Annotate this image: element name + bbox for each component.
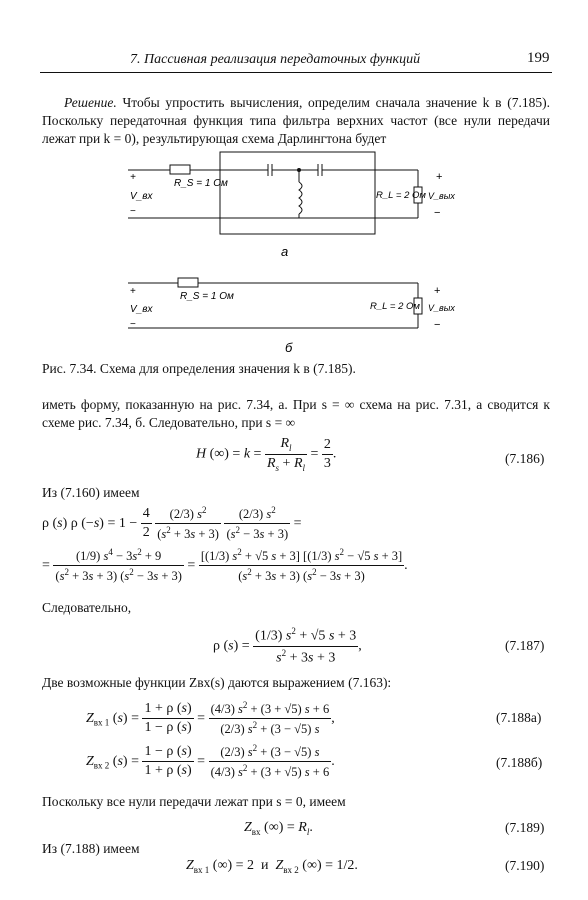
vin-minus-b: − <box>130 319 136 330</box>
equation-number-7-190: (7.190) <box>505 858 545 873</box>
circuit-diagrams <box>118 148 458 360</box>
vin-plus-a: + <box>130 172 136 183</box>
equation-7-190: $Z_{вх 1}$ (∞) = 2 и $Z_{вх 2}$ (∞) = 1/2. <box>186 858 358 875</box>
from-7-160: Из (7.160) имеем <box>42 485 140 500</box>
running-header-title: 7. Пассивная реализация передаточных функций <box>130 52 421 67</box>
equation-number-7-188b: (7.188б) <box>496 755 543 770</box>
equation-7-188b: $Z_{вх 2}$ (s) = $\frac{1 - \rho (s)}{1 + \rho (s)}$ = $\frac{(2/3) s^2 + (3 - √5) s}{(4/3) s^2 + (3 + √5) s + 6}$ . <box>86 743 335 780</box>
darlington-box <box>220 152 375 234</box>
solution-lead: Решение. <box>64 95 117 110</box>
therefore-text: Следовательно, <box>42 600 132 615</box>
vout-label-b: V_вых <box>428 303 455 313</box>
page-number: 199 <box>527 50 550 66</box>
two-functions-text: Две возможные функции Zвх(s) даются выражением (7.163): <box>42 675 392 690</box>
equation-rho-factored: = $\frac{(1/9) s^4 - 3s^2 + 9}{(s^2 + 3s + 3) (s^2 - 3s + 3)}$ = $\frac{[(1/3) s^2 + √5 s + 3] [(1/3) s^2 - √5 s + 3]}{(s^2 + 3s + 3) (s^2 - 3s + 3)}$ . <box>42 547 408 584</box>
vin-minus-a: − <box>130 206 136 217</box>
sublabel-a: а <box>281 244 289 259</box>
since-zeros-text: Поскольку все нули передачи лежат при s = 0, имеем <box>42 794 346 809</box>
inductor <box>299 182 302 214</box>
equation-7-188a: $Z_{вх 1}$ (s) = $\frac{1 + \rho (s)}{1 - \rho (s)}$ = $\frac{(4/3) s^2 + (3 + √5) s + 6}{(2/3) s^2 + (3 - √5) s}$ , <box>86 700 335 737</box>
vin-label-b: V_вх <box>130 304 153 315</box>
paragraph-2: иметь форму, показанную на рис. 7.34, а. При s = ∞ схема на рис. 7.31, а сводится к схеме рис. 7.34, б. Следовательно, при s = ∞ <box>42 397 550 430</box>
equation-rho-product: ρ (s) ρ (−s) = 1 − $\frac{4}{2}$ $\frac{(2/3) s^2}{(s^2 + 3s + 3)}$ $\frac{(2/3) s^2}{(s^2 - 3s + 3)}$ = <box>42 505 302 542</box>
vout-label-a: V_вых <box>428 191 455 201</box>
from-7-188: Из (7.188) имеем <box>42 841 140 856</box>
rs-label-a: R_S = 1 Ом <box>174 178 228 189</box>
vout-plus-b: + <box>434 285 441 297</box>
header-rule <box>40 72 552 73</box>
resistor-rs-a <box>170 165 190 174</box>
intro-paragraph <box>42 94 550 148</box>
rl-label-a: R_L = 2 Ом <box>376 190 426 201</box>
rl-label-b: R_L = 2 Ом <box>370 301 420 312</box>
equation-number-7-189: (7.189) <box>505 820 545 835</box>
resistor-rs-b <box>178 278 198 287</box>
equation-7-187: ρ (s) = $\frac{(1/3) s^2 + √5 s + 3}{s^2 + 3s + 3}$ , <box>213 626 362 666</box>
intro-text: Чтобы упростить вычисления, определим сначала значение k в (7.185). Поскольку передаточная функция типа фильтра верхних частот (все нули передачи лежат при k = 0), результирующая схема Дарлингтона будет <box>42 95 550 146</box>
vin-plus-b: + <box>130 286 136 297</box>
equation-number-7-186: (7.186) <box>505 451 545 466</box>
rs-label-b: R_S = 1 Ом <box>180 291 234 302</box>
equation-number-7-187: (7.187) <box>505 638 545 653</box>
equation-7-189: $Z_{вх}$ (∞) = $R_l$. <box>244 820 313 837</box>
equation-7-186: H (∞) = k = $\frac{R_l}{R_s + R_l}$ = $\frac{2}{3}$ . <box>196 436 337 473</box>
vout-minus-a: − <box>434 207 441 219</box>
vout-plus-a: + <box>436 171 443 183</box>
equation-number-7-188a: (7.188а) <box>496 710 542 725</box>
vin-label-a: V_вх <box>130 191 153 202</box>
figure-caption: Рис. 7.34. Схема для определения значения k в (7.185). <box>42 361 356 376</box>
sublabel-b: б <box>285 340 293 355</box>
vout-minus-b: − <box>434 319 441 331</box>
